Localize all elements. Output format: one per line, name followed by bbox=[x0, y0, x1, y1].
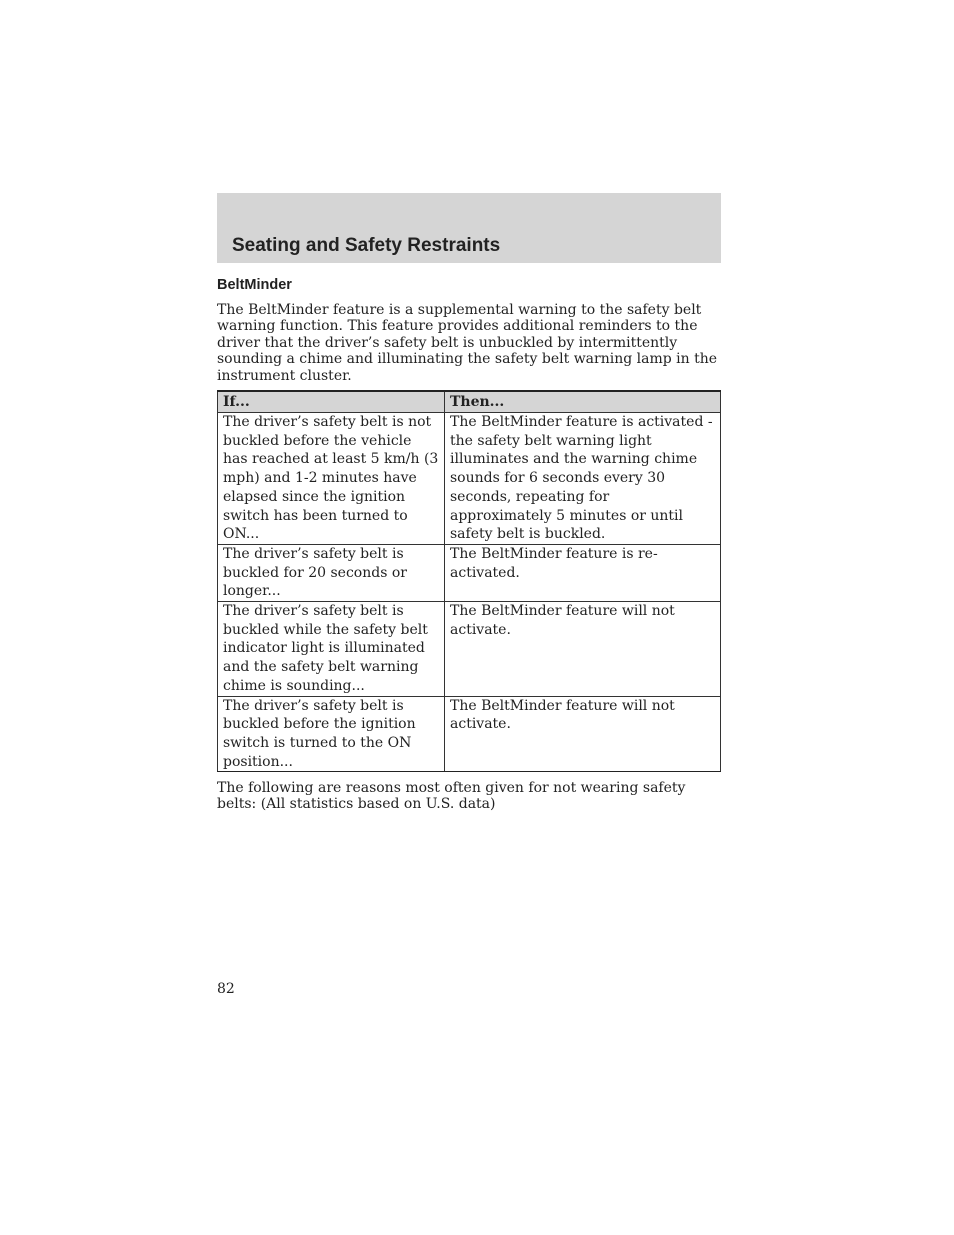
chapter-title: Seating and Safety Restraints bbox=[232, 235, 501, 256]
table-cell-then: The BeltMinder feature is activated - the safety belt warning light illuminates and the warning chime sounds for 6 seconds every 30 seconds, repeating for approximately 5 minutes or until safety belt is buckled. bbox=[445, 413, 721, 545]
statistics-note: The following are reasons most often given for not wearing safety belts: (All statistics based on U.S. data) bbox=[217, 780, 686, 813]
chapter-header-band bbox=[217, 193, 721, 263]
table-cell-then: The BeltMinder feature will not activate. bbox=[445, 696, 721, 772]
table-row bbox=[218, 696, 721, 772]
table-row bbox=[218, 544, 721, 601]
table-cell-if: The driver’s safety belt is not buckled before the vehicle has reached at least 5 km/h (3 mph) and 1-2 minutes have elapsed since the ignition switch has been turned to ON... bbox=[218, 413, 445, 545]
intro-paragraph: The BeltMinder feature is a supplemental warning to the safety belt warning function. This feature provides additional reminders to the driver that the driver’s safety belt is unbuckled by intermittently sounding a chime and illuminating the safety belt warning lamp in the instrument cluster. bbox=[217, 302, 718, 384]
table-cell-then: The BeltMinder feature will not activate. bbox=[445, 602, 721, 697]
table-row bbox=[218, 602, 721, 697]
table-header-row bbox=[218, 391, 721, 413]
beltminder-table bbox=[217, 390, 721, 772]
table-cell-if: The driver’s safety belt is buckled for 20 seconds or longer... bbox=[218, 544, 445, 601]
column-header-if: If... bbox=[218, 391, 445, 413]
section-title: BeltMinder bbox=[217, 277, 292, 293]
table-cell-then: The BeltMinder feature is re-activated. bbox=[445, 544, 721, 601]
table-cell-if: The driver’s safety belt is buckled while the safety belt indicator light is illuminated and the safety belt warning chime is sounding... bbox=[218, 602, 445, 697]
table-cell-if: The driver’s safety belt is buckled before the ignition switch is turned to the ON position... bbox=[218, 696, 445, 772]
page-number: 82 bbox=[217, 981, 235, 997]
table-row bbox=[218, 413, 721, 545]
column-header-then: Then... bbox=[445, 391, 721, 413]
